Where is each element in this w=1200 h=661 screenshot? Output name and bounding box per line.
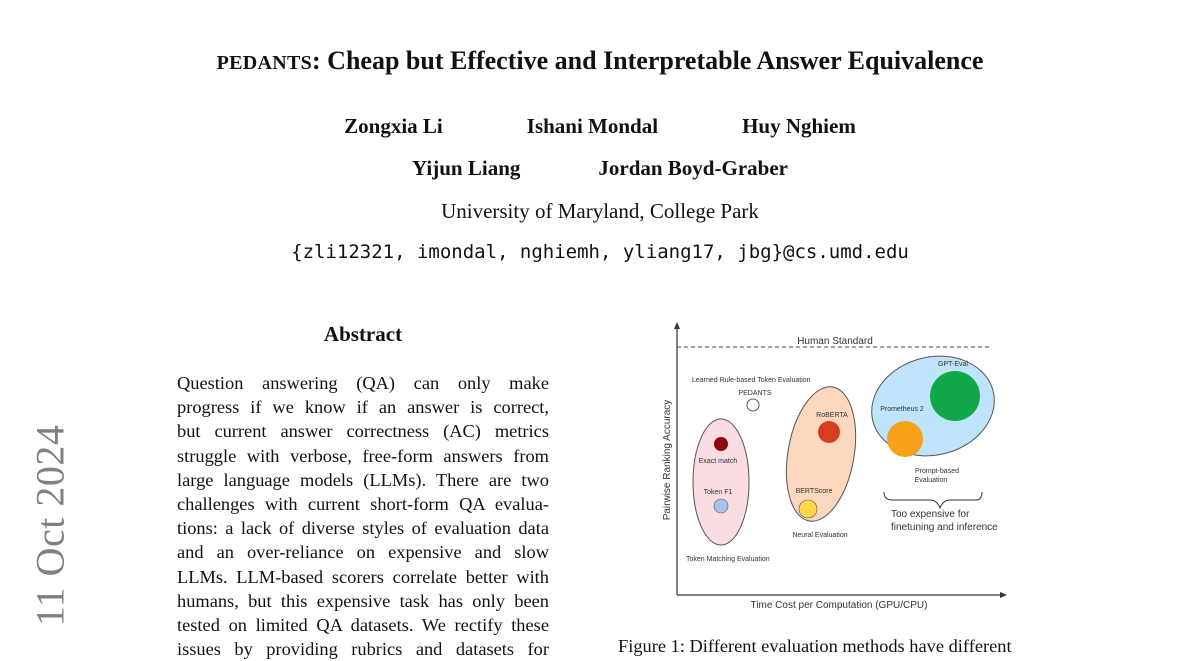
title-system-name: PEDANTS	[216, 52, 313, 74]
prometheus-label: Prometheus 2	[880, 406, 924, 413]
learned-rule-label: Learned Rule-based Token Evaluation	[692, 377, 811, 384]
roberta-point	[818, 421, 840, 443]
abstract-line: Question answering (QA) can only make	[177, 373, 549, 393]
title-rest: : Cheap but Effective and Interpretable Answer Equivalence	[312, 46, 984, 75]
x-axis-label: Time Cost per Computation (GPU/CPU)	[750, 600, 928, 611]
abstract-line: issues by providing rubrics and datasets for	[177, 639, 549, 660]
bertscore-label: BERTScore	[795, 488, 833, 495]
abstract-body	[177, 371, 549, 661]
abstract-line: challenges with current short-form QA evalua-	[177, 493, 549, 514]
affiliation: University of Maryland, College Park	[441, 199, 759, 223]
abstract-line: tested on limited QA datasets. We rectify these	[177, 614, 549, 635]
abstract-line: progress if we know if an answer is correct,	[177, 397, 549, 418]
roberta-label: RoBERTA	[816, 412, 848, 419]
token-f1-point	[714, 499, 728, 513]
human-standard-label: Human Standard	[797, 336, 873, 347]
prompt-group-label-line1: Prompt-based	[915, 468, 959, 475]
author-name: Yijun Liang	[412, 156, 521, 180]
arxiv-date-stamp	[20, 420, 80, 630]
abstract-line: tions: a lack of diverse styles of evaluation data	[177, 518, 549, 539]
abstract-line: humans, but this expensive task has only been	[177, 590, 549, 611]
author-name: Ishani Mondal	[526, 114, 659, 138]
gpt-eval-point	[930, 371, 980, 421]
author-emails: {zli12321, imondal, nghiemh, yliang17, jbg}@cs.umd.edu	[291, 241, 909, 263]
author-name: Jordan Boyd-Graber	[598, 156, 788, 180]
x-axis-arrow	[1000, 592, 1007, 598]
paper-title	[0, 46, 1200, 76]
pedants-label: PEDANTS	[738, 390, 772, 397]
y-axis-label: Pairwise Ranking Accuracy	[662, 399, 673, 521]
exact-match-point	[714, 437, 728, 451]
author-row-2	[0, 156, 1200, 181]
abstract-line: but current answer correctness (AC) metrics	[177, 421, 549, 442]
figure-1	[650, 318, 1030, 618]
bertscore-point	[799, 500, 817, 518]
author-row-1	[0, 114, 1200, 139]
y-axis-arrow	[674, 322, 680, 329]
abstract-heading: Abstract	[323, 322, 403, 346]
abstract-line: struggle with verbose, free-form answers from	[177, 445, 549, 466]
arxiv-date-text: 11 Oct 2024	[27, 424, 73, 626]
gpt-eval-label: GPT-Eval	[938, 361, 968, 368]
brace-note-line1: Too expensive for	[891, 509, 970, 520]
author-name: Zongxia Li	[344, 114, 443, 138]
abstract-line: large language models (LLMs). There are two	[177, 469, 549, 490]
abstract-line: LLMs. LLM-based scorers correlate better with	[177, 566, 549, 587]
token-group-label: Token Matching Evaluation	[686, 556, 770, 563]
abstract-line: and an over-reliance on expensive and slow	[177, 542, 549, 563]
pedants-point	[747, 399, 759, 411]
prometheus-point	[887, 421, 923, 457]
expense-brace	[884, 492, 982, 508]
prompt-group-label-line2: Evaluation	[914, 477, 948, 484]
neural-group-label: Neural Evaluation	[792, 532, 848, 539]
brace-note-line2: finetuning and inference	[891, 522, 998, 533]
figure-caption: Figure 1: Different evaluation methods have different	[618, 636, 1012, 656]
author-name: Huy Nghiem	[742, 114, 856, 138]
neural-group	[777, 381, 866, 526]
token-f1-label: Token F1	[703, 489, 733, 496]
exact-match-label: Exact match	[698, 458, 738, 465]
